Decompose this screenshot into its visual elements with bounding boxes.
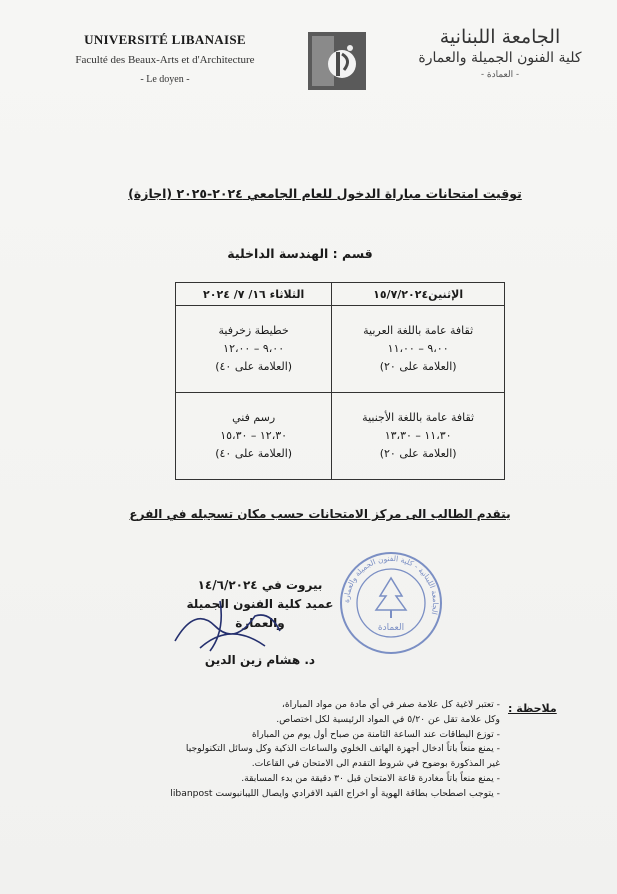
faculty-name-ar: كلية الفنون الجميلة والعمارة (418, 50, 582, 66)
list-item: - يتوجب اصطحاب بطاقة الهوية أو اخراج القيد الافرادي وايصال الليبانبوست libanpost (170, 787, 500, 799)
signature-role: عميد كلية الفنون الجميلة والعمارة (186, 597, 334, 630)
table-header-row (176, 283, 505, 306)
university-name-ar: الجامعة اللبنانية (439, 26, 561, 48)
handwritten-signature-icon (170, 586, 290, 656)
table-cell (176, 306, 332, 393)
exam-subject: ثقافة عامة باللغة العربية (363, 324, 474, 337)
stamp-ring-text: الجامعة اللبنانية - كلية الفنون الجميلة والعمارة (341, 553, 441, 616)
signature-name: د. هشام زين الدين (204, 653, 316, 667)
exam-mark: (العلامة على ٤٠) (215, 447, 293, 460)
list-item: غير المذكورة بوضوح في شروط التقدم الى الامتحان في القاعات. (251, 758, 500, 770)
notes-list (98, 698, 500, 802)
exam-schedule-table (175, 282, 505, 480)
dean-label-ar: - العمادة - (480, 70, 520, 80)
list-item: - تعتبر لاغية كل علامة صفر في أي مادة من مواد المباراة، (281, 699, 500, 710)
exam-subject: رسم فني (232, 411, 276, 424)
notes-label: ملاحظة : (508, 702, 557, 715)
exam-time: ١٢،٣٠ – ١٥،٣٠ (220, 429, 288, 442)
exam-center-note: يتقدم الطالب الى مركز الامتحانات حسب مكان تسجيله في الفرع (129, 507, 511, 521)
page-title: توقيت امتحانات مباراة الدخول للعام الجامعي ٢٠٢٤-٢٠٢٥ (اجازة) (128, 186, 522, 201)
exam-time: ٩،٠٠ – ١٢،٠٠ (223, 342, 285, 355)
table-header-day2: الثلاثاء ١٦/ ٧/ ٢٠٢٤ (176, 283, 332, 306)
table-header-day1: الإثنين١٥/٧/٢٠٢٤ (332, 283, 505, 306)
department-label: قسم : الهندسة الداخلية (227, 246, 373, 261)
exam-mark: (العلامة على ٢٠) (379, 360, 457, 373)
exam-time: ٩،٠٠ – ١١،٠٠ (387, 342, 449, 355)
exam-mark: (العلامة على ٢٠) (379, 447, 457, 460)
exam-subject: خطيطة زخرفية (218, 324, 289, 337)
exam-mark: (العلامة على ٤٠) (215, 360, 293, 373)
list-item: - يمنع منعاً باتاً مغادرة قاعة الامتحان قبل ٣٠ دقيقة من بدء المسابقة. (241, 772, 500, 784)
header-arabic (400, 26, 600, 80)
list-item: - يمنع منعاً باتاً ادخال أجهزة الهاتف الخلوي والساعات الذكية وكل وسائل التكنولوجيا (185, 743, 500, 755)
table-cell (332, 393, 505, 480)
table-cell (332, 306, 505, 393)
header-french (40, 32, 290, 85)
list-item: - توزع البطاقات عند الساعة الثامنة من صباح أول يوم من المباراة (251, 728, 500, 740)
signature-place-date: بيروت في ١٤/٦/٢٠٢٤ (197, 578, 323, 592)
exam-subject: ثقافة عامة باللغة الأجنبية (362, 411, 475, 424)
table-row (176, 306, 505, 393)
exam-time: ١١،٣٠ – ١٣،٣٠ (384, 429, 452, 442)
table-cell (176, 393, 332, 480)
list-item: وكل علامة تقل عن ٥/٢٠ في المواد الرئيسية لكل اختصاص. (276, 713, 500, 725)
faculty-name-fr: Faculté des Beaux-Arts et d'Architecture (75, 54, 255, 66)
university-name-fr: UNIVERSITÉ LIBANAISE (84, 32, 246, 47)
stamp-center-text: العمادة (377, 623, 405, 633)
table-row (176, 393, 505, 480)
dean-label-fr: - Le doyen - (140, 74, 190, 85)
university-logo-icon (306, 30, 368, 92)
